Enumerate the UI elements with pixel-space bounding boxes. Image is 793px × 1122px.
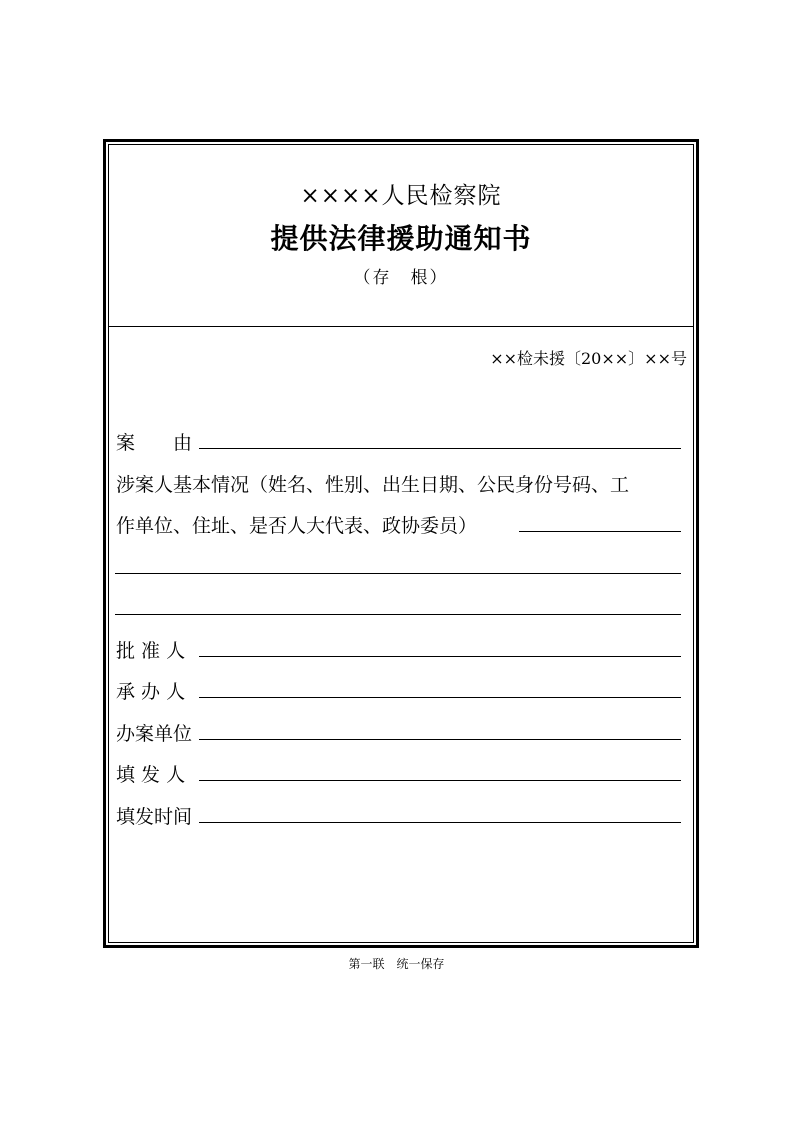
party-info-blank-line-2[interactable] (115, 614, 681, 615)
copy-note: 第一联 统一保存 (348, 957, 445, 971)
issue-time-line[interactable] (199, 822, 681, 823)
case-cause-line[interactable] (199, 448, 681, 449)
party-info-label-line1: 涉案人基本情况（姓名、性别、出生日期、公民身份号码、工 (116, 474, 630, 496)
approver-line[interactable] (199, 656, 681, 657)
issue-time-label: 填发时间 (116, 806, 193, 828)
handling-unit-line[interactable] (199, 739, 681, 740)
header-divider (109, 326, 693, 327)
handler-label: 承 办 人 (116, 681, 186, 703)
party-info-line[interactable] (519, 531, 681, 532)
approver-label: 批 准 人 (116, 640, 186, 662)
issuer-label: 填 发 人 (116, 764, 186, 786)
party-info-label-line2: 作单位、住址、是否人大代表、政协委员） (116, 515, 478, 537)
document-title: 提供法律援助通知书 (270, 222, 532, 255)
form-inner-border (108, 144, 694, 943)
handler-line[interactable] (199, 697, 681, 698)
document-number: ××检未援〔20××〕××号 (490, 349, 687, 368)
procuratorate-name: ××××人民检察院 (300, 183, 502, 209)
handling-unit-label: 办案单位 (116, 723, 193, 745)
form-border (103, 139, 699, 948)
case-cause-label: 案 由 (116, 432, 193, 454)
document-subtitle: （存 根） (353, 268, 449, 288)
party-info-blank-line-1[interactable] (115, 573, 681, 574)
issuer-line[interactable] (199, 780, 681, 781)
